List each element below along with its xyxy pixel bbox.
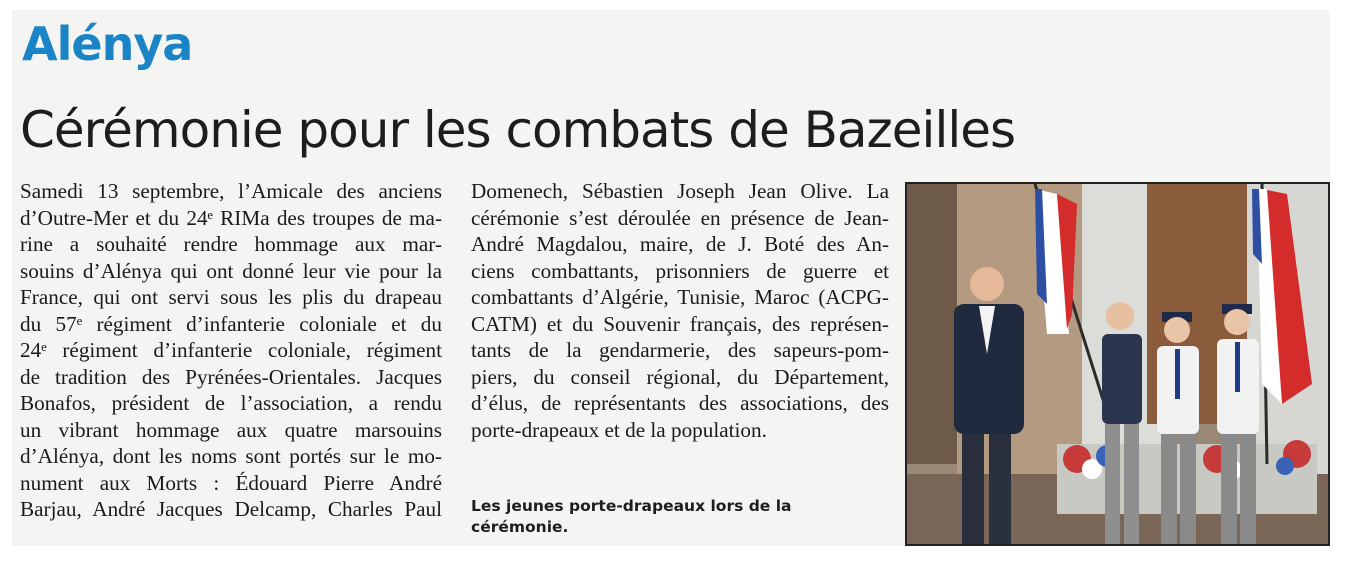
text-line: Bonafos, président de l’association, a rendu: [20, 391, 442, 415]
text-line: ciens combattants, prisonniers de guerre et: [471, 258, 889, 283]
text-line: CATM) et du Souvenir français, des représen-: [471, 311, 889, 336]
body-column-2: [471, 178, 889, 443]
text-line: 24ᵉ régiment d’infanterie coloniale, régiment: [20, 338, 442, 362]
ceremony-photo-illustration: [907, 184, 1328, 544]
text-line: André Magdalou, maire, de J. Boté des An-: [471, 232, 889, 256]
text-line: cérémonie s’est déroulée en présence de Jean-: [471, 205, 889, 230]
city-heading: Alénya: [22, 17, 193, 71]
headline: Cérémonie pour les combats de Bazeilles: [20, 101, 1016, 159]
text-line: de tradition des Pyrénées-Orientales. Jacques: [20, 364, 442, 389]
text-line: tants de la gendarmerie, des sapeurs-pom-: [471, 338, 889, 362]
text-line: d’Alénya, dont les noms sont portés sur le mo-: [20, 444, 442, 468]
text-line: d’élus, de représentants des associations, des: [471, 391, 889, 415]
text-line: Domenech, Sébastien Joseph Jean Olive. La: [471, 179, 889, 203]
text-line: un vibrant hommage aux quatre marsouins: [20, 417, 442, 442]
text-line: piers, du conseil régional, du Département,: [471, 364, 889, 389]
caption-line: Les jeunes porte-drapeaux lors de la: [471, 497, 792, 515]
text-line: rine a souhaité rendre hommage aux mar-: [20, 232, 442, 256]
article: [12, 10, 1330, 546]
text-line: souins d’Alénya qui ont donné leur vie pour la: [20, 258, 442, 283]
body-column-1: [20, 178, 442, 523]
text-line: nument aux Morts : Édouard Pierre André: [20, 470, 442, 495]
ceremony-photo: [905, 182, 1330, 546]
text-line: France, qui ont servi sous les plis du drapeau: [20, 285, 442, 309]
caption-line: cérémonie.: [471, 518, 569, 536]
text-line: d’Outre-Mer et du 24ᵉ RIMa des troupes de ma-: [20, 205, 442, 230]
text-line: du 57ᵉ régiment d’infanterie coloniale et du: [20, 311, 442, 336]
text-line: porte-drapeaux et de la population.: [471, 417, 767, 442]
text-line: combattants d’Algérie, Tunisie, Maroc (ACPG-: [471, 285, 889, 309]
text-line: Samedi 13 septembre, l’Amicale des anciens: [20, 179, 442, 203]
text-line: Barjau, André Jacques Delcamp, Charles Paul: [20, 497, 442, 521]
photo-caption: [471, 496, 851, 538]
